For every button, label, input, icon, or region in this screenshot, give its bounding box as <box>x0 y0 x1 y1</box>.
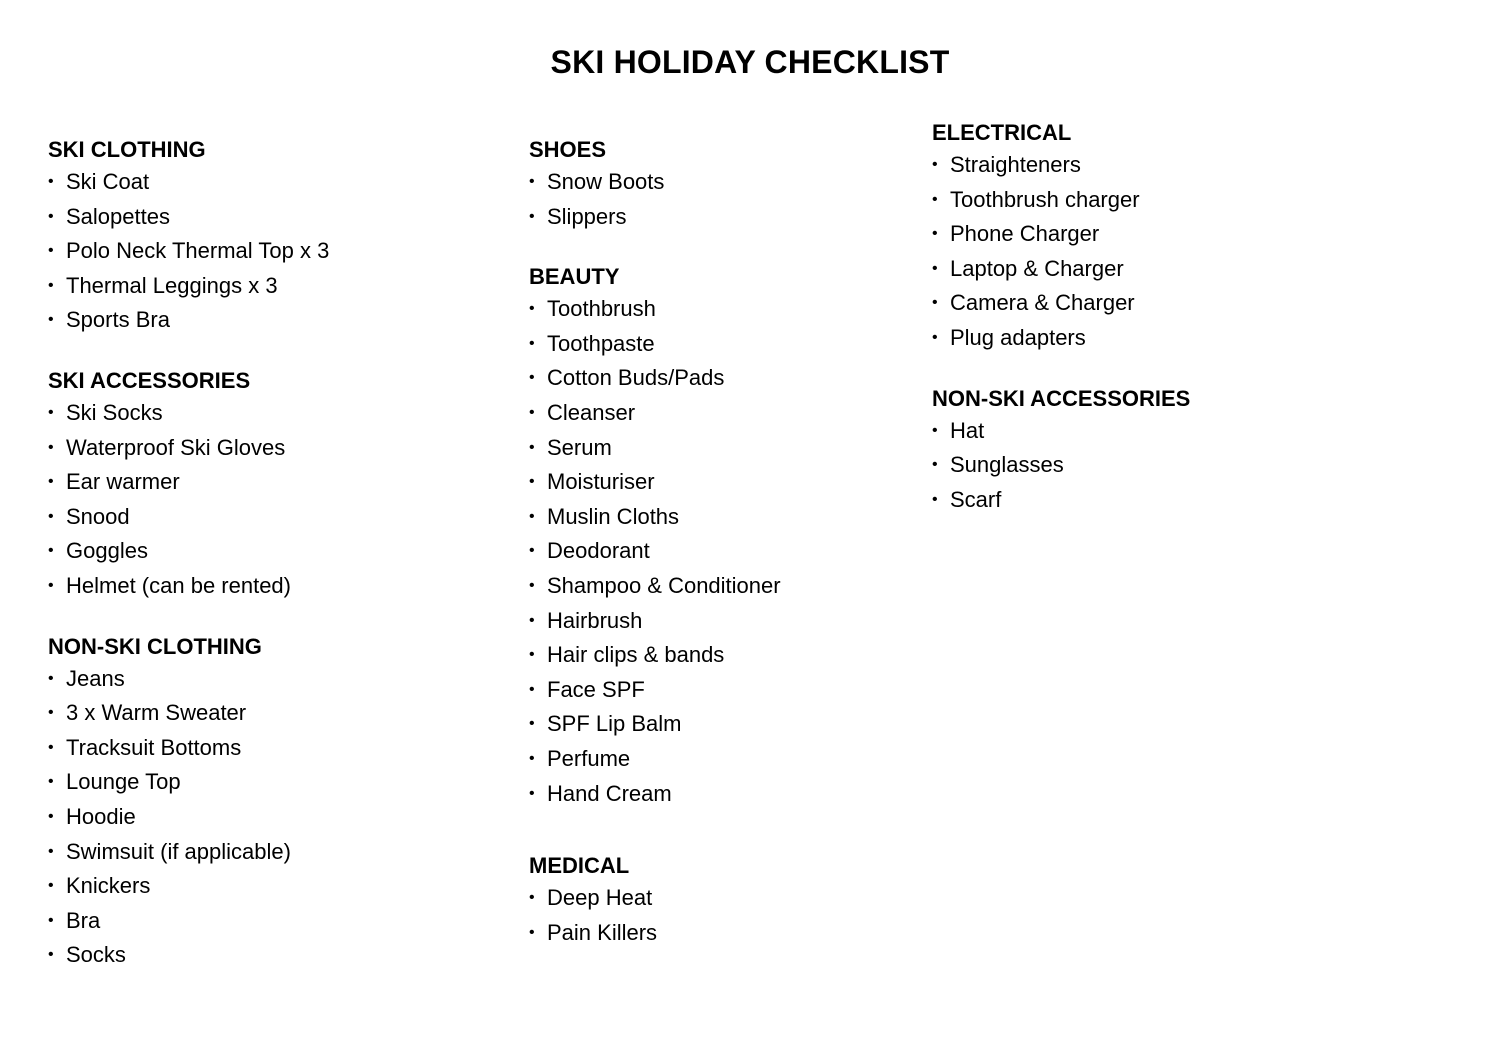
list-item <box>48 303 488 338</box>
bullet-icon: • <box>932 456 938 474</box>
bullet-icon: • <box>48 276 54 294</box>
item-list <box>529 292 909 811</box>
list-item <box>932 448 1352 483</box>
item-label: Swimsuit (if applicable) <box>66 838 291 864</box>
list-item <box>48 696 488 731</box>
list-item <box>48 465 488 500</box>
bullet-icon: • <box>48 773 54 791</box>
item-label: Ski Socks <box>66 399 163 425</box>
bullet-icon: • <box>932 294 938 312</box>
list-item <box>932 286 1352 321</box>
list-item <box>48 731 488 766</box>
list-item <box>932 252 1352 287</box>
section-heading: MEDICAL <box>529 853 630 879</box>
item-list <box>48 396 488 604</box>
bullet-icon: • <box>48 704 54 722</box>
bullet-icon: • <box>48 946 54 964</box>
item-label: Scarf <box>950 486 1002 512</box>
bullet-icon: • <box>48 473 54 491</box>
bullet-icon: • <box>529 300 535 318</box>
item-label: Serum <box>547 434 612 460</box>
bullet-icon: • <box>529 334 535 352</box>
list-item <box>48 534 488 569</box>
list-item <box>48 904 488 939</box>
item-label: Hairbrush <box>547 607 643 633</box>
item-label: Muslin Cloths <box>547 503 680 529</box>
section-spacer <box>48 338 488 366</box>
bullet-icon: • <box>529 173 535 190</box>
item-label: Hat <box>950 417 985 443</box>
bullet-icon: • <box>529 542 535 560</box>
bullet-icon: • <box>48 807 54 825</box>
bullet-icon: • <box>529 715 535 733</box>
item-label: Ear warmer <box>66 469 180 495</box>
item-label: Thermal Leggings x 3 <box>66 272 278 298</box>
section-heading: SHOES <box>529 137 607 162</box>
section-medical <box>529 851 909 950</box>
section-shoes <box>529 135 909 234</box>
item-label: Polo Neck Thermal Top x 3 <box>66 238 330 264</box>
bullet-icon: • <box>932 490 938 508</box>
list-item <box>48 569 488 604</box>
item-list <box>48 662 488 973</box>
list-item <box>529 742 909 777</box>
bullet-icon: • <box>48 738 54 756</box>
list-item <box>48 234 488 269</box>
list-item <box>529 292 909 327</box>
item-label: Knickers <box>66 873 151 899</box>
bullet-icon: • <box>529 923 535 941</box>
item-label: Toothpaste <box>547 330 655 356</box>
item-label: Deodorant <box>547 538 650 564</box>
checklist-column-1 <box>48 135 488 973</box>
list-item <box>529 396 909 431</box>
list-item <box>529 500 909 535</box>
section-ski-accessories <box>48 366 488 604</box>
item-label: Plug adapters <box>950 324 1086 350</box>
section-heading: NON-SKI ACCESSORIES <box>932 385 1191 411</box>
bullet-icon: • <box>48 542 54 560</box>
bullet-icon: • <box>529 576 535 594</box>
list-item <box>932 183 1352 218</box>
bullet-icon: • <box>932 421 938 439</box>
list-item <box>48 431 488 466</box>
list-item <box>48 835 488 870</box>
list-item <box>932 483 1352 518</box>
bullet-icon: • <box>932 259 938 277</box>
list-item <box>529 361 909 396</box>
item-label: Deep Heat <box>547 885 653 911</box>
list-item <box>932 148 1352 183</box>
item-label: Goggles <box>66 538 148 564</box>
section-heading: SKI ACCESSORIES <box>48 367 251 393</box>
item-label: SPF Lip Balm <box>547 711 682 737</box>
bullet-icon: • <box>529 369 535 387</box>
bullet-icon: • <box>48 576 54 594</box>
item-label: Slippers <box>547 203 627 229</box>
item-label: Phone Charger <box>950 221 1100 247</box>
bullet-icon: • <box>529 207 535 225</box>
list-item <box>932 321 1352 356</box>
list-item <box>932 414 1352 449</box>
bullet-icon: • <box>932 328 938 346</box>
item-label: Socks <box>66 942 126 968</box>
bullet-icon: • <box>48 842 54 860</box>
list-item <box>529 707 909 742</box>
item-label: 3 x Warm Sweater <box>66 700 247 726</box>
list-item <box>48 500 488 535</box>
bullet-icon: • <box>48 911 54 929</box>
bullet-icon: • <box>932 190 938 208</box>
list-item <box>529 327 909 362</box>
item-label: Toothbrush charger <box>950 186 1140 212</box>
bullet-icon: • <box>529 680 535 698</box>
section-spacer <box>529 811 909 851</box>
item-label: Cotton Buds/Pads <box>547 365 725 391</box>
list-item <box>529 604 909 639</box>
item-label: Jeans <box>66 665 125 691</box>
item-label: Bra <box>66 907 101 933</box>
list-item <box>529 777 909 812</box>
item-label: Straighteners <box>950 152 1081 177</box>
list-item <box>529 431 909 466</box>
list-item <box>529 673 909 708</box>
section-electrical <box>932 118 1352 356</box>
item-label: Sunglasses <box>950 452 1064 478</box>
bullet-icon: • <box>932 225 938 243</box>
section-beauty <box>529 262 909 811</box>
item-label: Sports Bra <box>66 307 170 333</box>
item-list <box>529 165 909 234</box>
checklist-column-2 <box>529 135 909 950</box>
bullet-icon: • <box>529 646 535 664</box>
list-item <box>48 800 488 835</box>
section-heading: ELECTRICAL <box>932 120 1072 145</box>
bullet-icon: • <box>529 749 535 767</box>
item-label: Hoodie <box>66 803 136 829</box>
item-label: Waterproof Ski Gloves <box>66 434 286 460</box>
item-label: Moisturiser <box>547 469 655 495</box>
list-item <box>529 881 909 916</box>
bullet-icon: • <box>529 403 535 421</box>
item-label: Laptop & Charger <box>950 255 1124 281</box>
bullet-icon: • <box>529 611 535 629</box>
item-list <box>932 414 1352 518</box>
bullet-icon: • <box>529 507 535 525</box>
bullet-icon: • <box>48 173 54 190</box>
section-ski-clothing <box>48 135 488 338</box>
bullet-icon: • <box>932 156 938 173</box>
item-label: Camera & Charger <box>950 290 1135 316</box>
section-non-ski-accessories <box>932 384 1352 518</box>
item-list <box>932 148 1352 356</box>
list-item <box>529 200 909 235</box>
item-label: Shampoo & Conditioner <box>547 572 781 598</box>
item-label: Perfume <box>547 745 631 771</box>
item-label: Tracksuit Bottoms <box>66 734 242 760</box>
bullet-icon: • <box>48 438 54 456</box>
item-label: Toothbrush <box>547 296 656 322</box>
section-heading: BEAUTY <box>529 264 620 290</box>
list-item <box>529 916 909 951</box>
list-item <box>529 569 909 604</box>
section-spacer <box>529 234 909 262</box>
item-label: Salopettes <box>66 203 170 229</box>
bullet-icon: • <box>529 473 535 491</box>
item-list <box>529 881 909 950</box>
item-label: Hair clips & bands <box>547 642 725 668</box>
item-label: Snow Boots <box>547 169 665 194</box>
bullet-icon: • <box>48 403 54 421</box>
item-list <box>48 165 488 338</box>
section-non-ski-clothing <box>48 632 488 973</box>
list-item <box>48 869 488 904</box>
bullet-icon: • <box>48 507 54 525</box>
list-item <box>48 396 488 431</box>
list-item <box>48 662 488 697</box>
bullet-icon: • <box>529 784 535 802</box>
item-label: Pain Killers <box>547 919 658 945</box>
bullet-icon: • <box>529 438 535 456</box>
item-label: Cleanser <box>547 399 636 425</box>
list-item <box>529 534 909 569</box>
item-label: Hand Cream <box>547 780 672 806</box>
page-title: SKI HOLIDAY CHECKLIST <box>550 44 950 80</box>
item-label: Face SPF <box>547 676 645 702</box>
bullet-icon: • <box>48 242 54 260</box>
item-label: Lounge Top <box>66 769 181 795</box>
bullet-icon: • <box>529 889 535 907</box>
section-heading: SKI CLOTHING <box>48 137 206 162</box>
list-item <box>529 638 909 673</box>
bullet-icon: • <box>48 207 54 225</box>
list-item <box>48 200 488 235</box>
list-item <box>48 269 488 304</box>
list-item <box>48 765 488 800</box>
list-item <box>932 217 1352 252</box>
list-item <box>48 165 488 200</box>
section-spacer <box>932 356 1352 384</box>
section-spacer <box>48 604 488 632</box>
bullet-icon: • <box>48 877 54 895</box>
checklist-column-3 <box>932 118 1352 517</box>
list-item <box>529 465 909 500</box>
item-label: Snood <box>66 503 130 529</box>
item-label: Helmet (can be rented) <box>66 572 291 598</box>
bullet-icon: • <box>48 669 54 687</box>
bullet-icon: • <box>48 311 54 329</box>
section-heading: NON-SKI CLOTHING <box>48 633 262 659</box>
list-item <box>48 938 488 973</box>
item-label: Ski Coat <box>66 169 150 194</box>
list-item <box>529 165 909 200</box>
